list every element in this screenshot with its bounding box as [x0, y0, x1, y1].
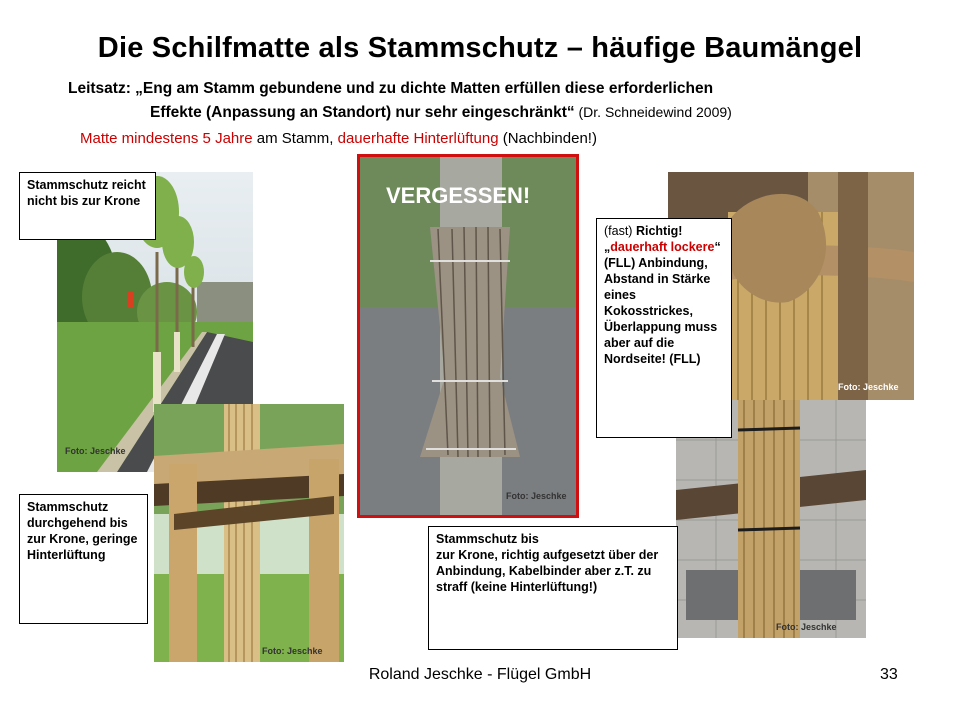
vergessen-label: VERGESSEN! [386, 183, 531, 208]
caption-right [596, 218, 732, 438]
caption-bottom-mid [428, 526, 678, 650]
caption-bottom-left [19, 494, 148, 624]
footer-presenter: Roland Jeschke - Flügel GmbH [368, 666, 592, 683]
leitsatz-line2 [150, 104, 732, 122]
leitsatz-source: (Dr. Schneidewind 2009) [574, 104, 732, 120]
bullet-red-2: dauerhafte Hinterlüftung [337, 130, 499, 147]
caption-bottom-mid-text: zur Krone, richtig aufgesetzt über der Anbindung, Kabelbinder aber z.T. zu straff (keine Hinterlüftung!) [436, 548, 659, 594]
bullet-end: (Nachbinden!) [498, 130, 597, 147]
photo-credit: Foto: Jeschke [506, 491, 567, 501]
photo-credit: Foto: Jeschke [65, 446, 126, 456]
caption-right-quote-open: „ [604, 240, 611, 254]
photo-credit: Foto: Jeschke [776, 622, 837, 632]
caption-bottom-mid-line1 [436, 531, 670, 547]
photo-wooden-frame [154, 404, 344, 662]
caption-right-richtig: Richtig! [635, 224, 683, 238]
slide-title: Die Schilfmatte als Stammschutz – häufige Baumängel [97, 32, 863, 64]
caption-bottom-mid-first: Stammschutz bis [436, 532, 539, 546]
photo-credit: Foto: Jeschke [838, 382, 899, 392]
caption-top-left: Stammschutz reicht nicht bis zur Krone [19, 172, 156, 240]
forgotten-illustration [360, 157, 576, 515]
photo-forgotten [357, 154, 579, 518]
caption-right-fast: (fast) [604, 224, 636, 238]
leitsatz-line1: Leitsatz: „Eng am Stamm gebundene und zu dichte Matten erfüllen diese erforderlichen [68, 80, 714, 97]
photo-credit: Foto: Jeschke [262, 646, 323, 656]
caption-right-red: dauerhaft lockere [610, 240, 715, 254]
wooden-frame-illustration [154, 404, 344, 662]
caption-right-rest: “ (FLL) Anbindung, Abstand in Stärke eines Kokosstrickes, Überlappung muss aber auf die Nordseite! (FLL) [604, 240, 721, 366]
page-number: 33 [880, 666, 898, 683]
caption-bottom-left-text: Stammschutz durchgehend bis zur Krone, geringe Hinterlüftung [27, 500, 138, 562]
bullet-red-1: Matte mindestens 5 Jahre [80, 130, 253, 147]
leitsatz-bullet [80, 129, 597, 147]
bullet-mid: am Stamm, [252, 130, 338, 147]
leitsatz-quote: Effekte (Anpassung an Standort) nur sehr eingeschränkt“ [150, 104, 575, 121]
